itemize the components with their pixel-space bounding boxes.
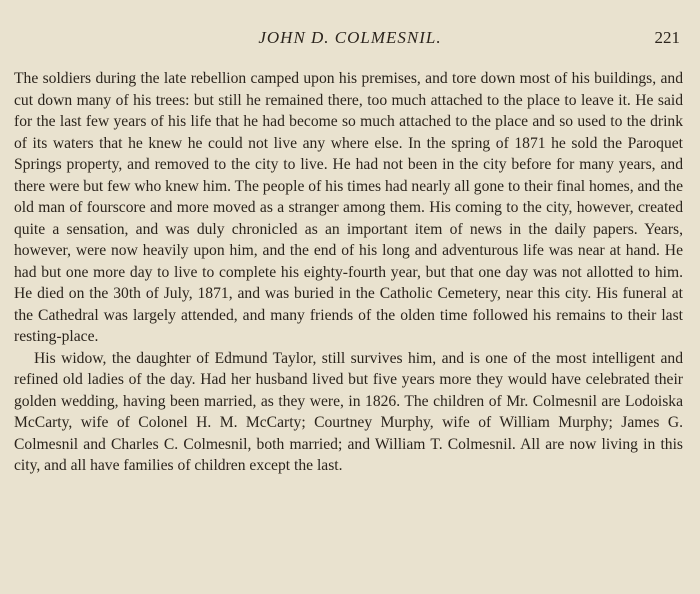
page-number: 221 — [654, 28, 680, 47]
body-text — [14, 68, 683, 477]
paragraph-1: The soldiers during the late rebellion camped upon his premises, and tore down most of his buildings, and cut down many of his trees: but still he remained there, too much attached to the place to leave it. He said for the last few years of his life that he had become so much attached to the place and so used to the drink of its waters that he knew he could not live any where else. In the spring of 1871 he sold the Paroquet Springs property, and removed to the city to live. He had not been in the city before for many years, and there were but few who knew him. The people of his times had nearly all gone to their final homes, and the old man of fourscore and more moved as a stranger among them. His coming to the city, however, created quite a sensation, and was duly chronicled as an important item of news in the daily papers. Years, however, were now heavily upon him, and the end of his long and adventurous life was near at hand. He had but one more day to live to complete his eighty-fourth year, but that one day was not allotted to him. He died on the 30th of July, 1871, and was buried in the Catholic Cemetery, near this city. His funeral at the Cathedral was largely attended, and many friends of the olden time followed his remains to their last resting-place. — [14, 70, 683, 345]
paragraph-2: His widow, the daughter of Edmund Taylor, still survives him, and is one of the most intelligent and refined old ladies of the day. Had her husband lived but five years more they would have celebrated their golden wedding, having been married, as they were, in 1826. The children of Mr. Colmesnil are Lodoiska McCarty, wife of Colonel H. M. McCarty; Courtney Murphy, wife of William Murphy; James G. Colmesnil and Charles C. Colmesnil, both married; and William T. Colmesnil. All are now living in this city, and all have families of children except the last. — [14, 349, 683, 474]
running-title: JOHN D. COLMESNIL. — [258, 28, 442, 47]
page-header — [0, 28, 700, 52]
